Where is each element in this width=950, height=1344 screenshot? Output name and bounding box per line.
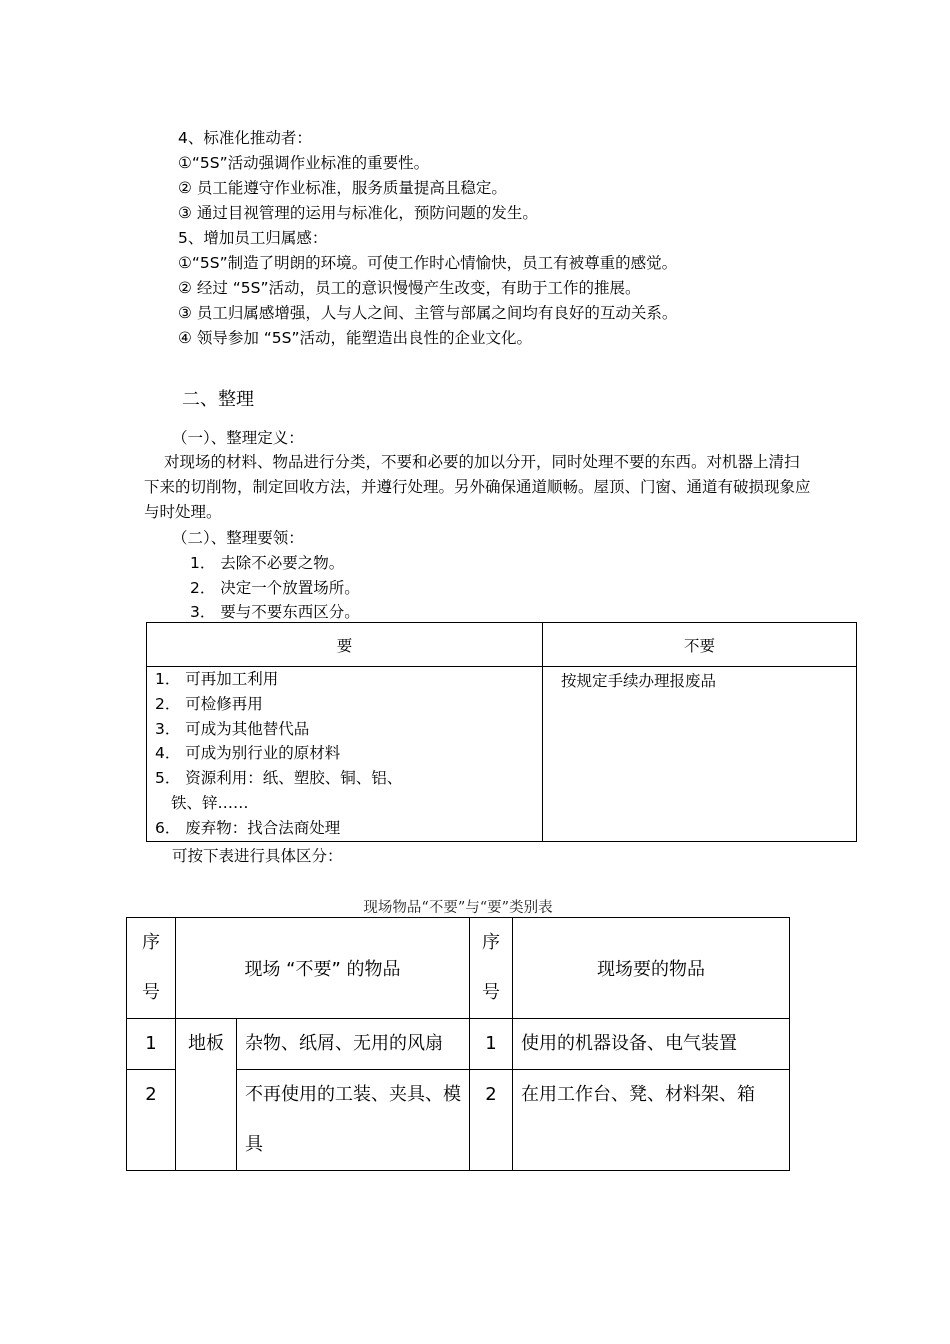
section5-item-4: ④ 领导参加 “5S”活动，能塑造出良性的企业文化。 [178, 329, 533, 347]
need-item: 3． 可成为其他替代品 [155, 719, 310, 738]
seq-char-2: 号 [142, 982, 160, 1003]
category-floor: 地板 [176, 1019, 237, 1171]
noneed-cell [543, 667, 857, 842]
section4-item-1: ①“5S”活动强调作业标准的重要性。 [178, 154, 430, 172]
section4-item-2: ② 员工能遵守作业标准，服务质量提高且稳定。 [178, 179, 507, 197]
need-item: 5． 资源利用：纸、塑胶、铜、铝、 [155, 769, 403, 788]
definition-paragraph [144, 450, 812, 524]
row-number: 1 [470, 1019, 513, 1070]
section4-item-3: ③ 通过目视管理的运用与标准化，预防问题的发生。 [178, 204, 538, 222]
seq-char-1: 序 [142, 932, 160, 953]
seq-header-left [127, 918, 176, 1019]
item-classification-table [126, 917, 790, 1171]
noneed-item: 杂物、纸屑、无用的风扇 [237, 1019, 470, 1070]
seq-char-1: 序 [482, 932, 500, 953]
header-noneed-items: 现场 “不要” 的物品 [176, 918, 470, 1019]
table2-caption: 现场物品“不要”与“要”类别表 [363, 900, 553, 916]
section5-item-1: ①“5S”制造了明朗的环境。可使工作时心情愉快，员工有被尊重的感觉。 [178, 254, 678, 272]
noneed-item: 不再使用的工装、夹具、模具 [237, 1070, 470, 1171]
need-vs-noneed-table [146, 622, 857, 842]
row-number: 2 [127, 1070, 176, 1171]
section5-item-3: ③ 员工归属感增强，人与人之间、主管与部属之间均有良好的互动关系。 [178, 304, 678, 322]
seq-char-2: 号 [482, 982, 500, 1003]
header-need: 要 [147, 623, 543, 667]
section5-item-2: ② 经过 “5S”活动，员工的意识慢慢产生改变，有助于工作的推展。 [178, 279, 641, 297]
definition-text: 对现场的材料、物品进行分类，不要和必要的加以分开，同时处理不要的东西。对机器上清扫下来的切削物，制定回收方法，并遵行处理。另外确保通道顺畅。屋顶、门窗、通道有破损现象应与时处理。 [144, 453, 811, 521]
definition-title: （一）、整理定义： [172, 429, 304, 447]
key-points-title: （二）、整理要领： [172, 529, 304, 547]
key-point-3: 3． 要与不要东西区分。 [190, 603, 360, 621]
need-item: 6． 废弃物：找合法商处理 [155, 818, 341, 837]
table-intro-text: 可按下表进行具体区分： [172, 847, 343, 865]
need-item: 在用工作台、凳、材料架、箱 [513, 1070, 790, 1171]
need-item-continued: 铁、锌…… [171, 793, 249, 812]
row-number: 1 [127, 1019, 176, 1070]
need-items-cell [147, 667, 543, 842]
need-item: 使用的机器设备、电气装置 [513, 1019, 790, 1070]
header-need-items: 现场要的物品 [513, 918, 790, 1019]
key-point-2: 2． 决定一个放置场所。 [190, 579, 360, 597]
need-item: 2． 可检修再用 [155, 694, 263, 713]
need-item: 1． 可再加工利用 [155, 670, 279, 688]
noneed-text: 按规定手续办理报废品 [561, 672, 717, 690]
header-noneed: 不要 [543, 623, 857, 667]
row-number: 2 [470, 1070, 513, 1171]
seq-header-right [470, 918, 513, 1019]
chapter-title: 二、整理 [182, 389, 254, 410]
key-point-1: 1． 去除不必要之物。 [190, 554, 345, 572]
section4-title: 4、标准化推动者： [178, 129, 312, 147]
need-item: 4． 可成为别行业的原材料 [155, 744, 341, 763]
section5-title: 5、增加员工归属感： [178, 229, 328, 247]
